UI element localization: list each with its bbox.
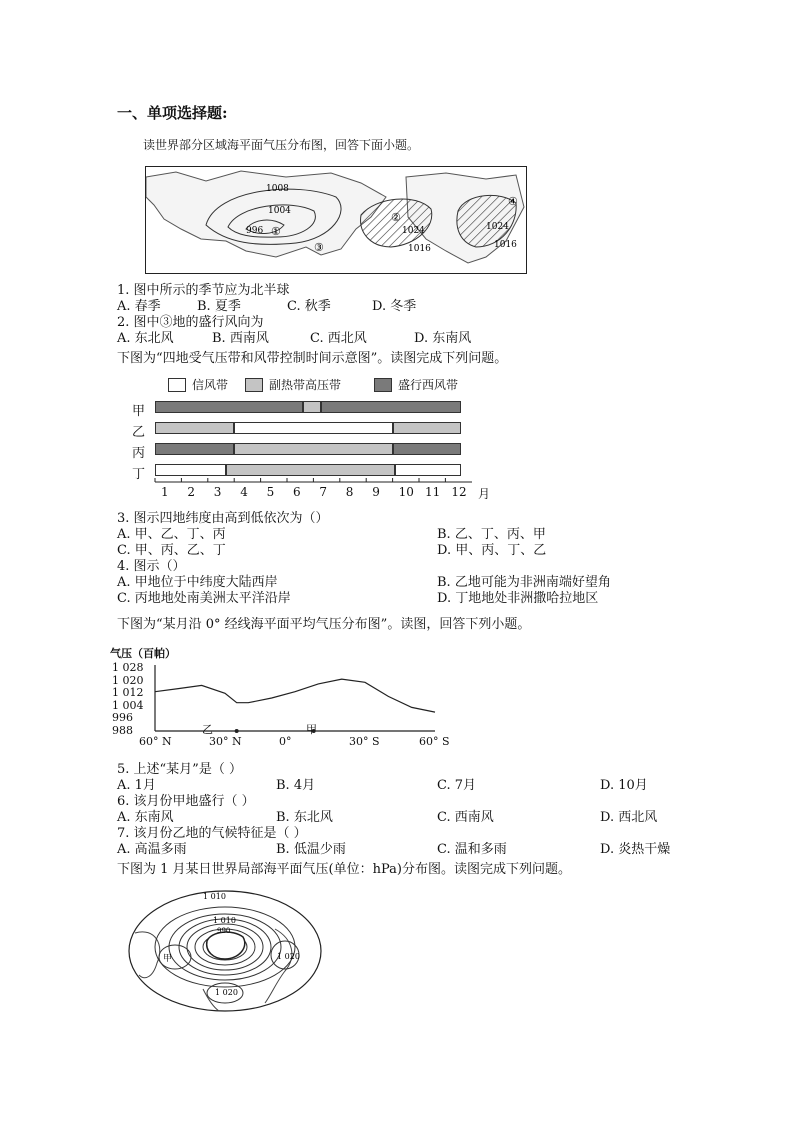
pressure-map-2-svg (125, 885, 325, 1015)
ytick-3: 1 004 (112, 698, 144, 712)
pressure-plot-svg (110, 645, 450, 750)
q1-option-a[interactable]: A. 春季 (117, 299, 161, 314)
point-label-jia: 甲 (306, 723, 317, 736)
q1-stem: 1. 图中所示的季节应为北半球 (117, 283, 290, 298)
map1-marker-1: ① (271, 225, 281, 238)
intro-4: 下图为 1 月某日世界局部海平面气压(单位：hPa)分布图。读图完成下列问题。 (117, 862, 571, 877)
intro-2: 下图为“四地受气压带和风带控制时间示意图”。读图完成下列问题。 (117, 351, 508, 366)
month-label-9: 9 (372, 485, 380, 499)
map1-label-1004: 1004 (268, 206, 291, 216)
q2-stem: 2. 图中③地的盛行风向为 (117, 315, 264, 330)
q4-stem: 4. 图示（） (117, 559, 186, 574)
q4-option-c[interactable]: C. 丙地地处南美洲太平洋沿岸 (117, 591, 291, 606)
q7-option-d[interactable]: D. 炎热干燥 (600, 842, 671, 857)
pressure-map-1-svg (146, 167, 526, 273)
map2-label-1010a: 1 010 (203, 892, 226, 901)
map1-label-996: 996 (246, 226, 264, 236)
map2-label-1020a: 1 020 (277, 952, 300, 961)
q1-option-c[interactable]: C. 秋季 (287, 299, 331, 314)
row-label-ding: 丁 (132, 467, 146, 482)
q1-option-b[interactable]: B. 夏季 (197, 299, 241, 314)
q2-option-d[interactable]: D. 东南风 (414, 331, 472, 346)
ytick-2: 1 012 (112, 686, 144, 700)
point-dot-yi (235, 729, 239, 733)
map1-label-1008: 1008 (266, 184, 289, 194)
month-label-2: 2 (187, 485, 196, 499)
q7-option-c[interactable]: C. 温和多雨 (437, 842, 507, 857)
ytick-1: 1 020 (112, 673, 144, 687)
pressure-line-chart (110, 645, 450, 750)
month-label-1: 1 (161, 485, 169, 499)
map2-label-jia: 甲 (163, 954, 173, 964)
pressure-ylabel: 气压（百帕） (110, 647, 176, 660)
q6-option-a[interactable]: A. 东南风 (117, 810, 174, 825)
month-label-10: 10 (398, 485, 414, 499)
pressure-map-2 (125, 885, 325, 1015)
map1-marker-2: ② (391, 211, 401, 224)
q6-stem: 6. 该月份甲地盛行（ ） (117, 794, 255, 809)
month-label-3: 3 (213, 485, 222, 499)
intro-3: 下图为“某月沿 0° 经线海平面平均气压分布图”。读图，回答下列小题。 (117, 617, 531, 632)
q3-option-b[interactable]: B. 乙、丁、丙、甲 (437, 527, 546, 542)
row-label-jia: 甲 (132, 404, 146, 419)
map1-marker-4: ④ (508, 195, 518, 208)
map1-label-1016a: 1016 (408, 244, 431, 254)
q3-option-d[interactable]: D. 甲、丙、丁、乙 (437, 543, 547, 558)
q3-option-a[interactable]: A. 甲、乙、丁、丙 (117, 527, 226, 542)
q4-option-d[interactable]: D. 丁地地处非洲撒哈拉地区 (437, 591, 599, 606)
q2-option-a[interactable]: A. 东北风 (117, 331, 174, 346)
xtick-0: 60° N (139, 735, 172, 748)
q6-option-c[interactable]: C. 西南风 (437, 810, 494, 825)
pressure-map-1 (145, 166, 527, 274)
xtick-4: 60° S (419, 735, 450, 748)
month-unit: 月 (478, 487, 491, 501)
row-label-yi: 乙 (132, 425, 146, 440)
q2-option-b[interactable]: B. 西南风 (212, 331, 269, 346)
xtick-1: 30° N (209, 735, 242, 748)
month-label-5: 5 (266, 485, 275, 499)
map1-label-1024b: 1024 (486, 222, 509, 232)
q6-option-b[interactable]: B. 东北风 (276, 810, 333, 825)
map2-label-990: 990 (217, 927, 231, 935)
q5-option-b[interactable]: B. 4月 (276, 778, 316, 793)
xtick-2: 0° (279, 735, 292, 748)
q3-stem: 3. 图示四地纬度由高到低依次为（） (117, 511, 329, 526)
month-label-8: 8 (345, 485, 354, 499)
month-label-12: 12 (451, 485, 467, 499)
pressure-series-line (155, 679, 435, 712)
row-label-bing: 丙 (132, 446, 146, 461)
point-label-yi: 乙 (202, 723, 213, 736)
map1-label-1024a: 1024 (402, 226, 425, 236)
wind-belt-chart (130, 370, 490, 505)
q3-option-c[interactable]: C. 甲、丙、乙、丁 (117, 543, 226, 558)
month-label-11: 11 (425, 485, 441, 499)
q5-option-d[interactable]: D. 10月 (600, 778, 648, 793)
q5-stem: 5. 上述“某月”是（ ） (117, 762, 242, 777)
map1-label-1016b: 1016 (494, 240, 517, 250)
legend-label-trade: 信风带 (192, 378, 229, 392)
month-label-4: 4 (240, 485, 248, 499)
q7-option-a[interactable]: A. 高温多雨 (117, 842, 187, 857)
month-label-6: 6 (293, 485, 301, 499)
intro-1: 读世界部分区域海平面气压分布图，回答下面小题。 (143, 138, 420, 152)
q7-stem: 7. 该月份乙地的气候特征是（ ） (117, 826, 307, 841)
xtick-3: 30° S (349, 735, 380, 748)
map2-label-1020b: 1 020 (215, 988, 238, 997)
month-label-7: 7 (319, 485, 328, 499)
map1-marker-3: ③ (314, 241, 324, 254)
q4-option-a[interactable]: A. 甲地位于中纬度大陆西岸 (117, 575, 278, 590)
legend-label-westerlies: 盛行西风带 (398, 378, 459, 392)
q4-option-b[interactable]: B. 乙地可能为非洲南端好望角 (437, 575, 611, 590)
map2-label-1010b: 1 010 (213, 916, 236, 925)
q5-option-a[interactable]: A. 1月 (117, 778, 156, 793)
q1-option-d[interactable]: D. 冬季 (372, 299, 417, 314)
ytick-0: 1 028 (112, 661, 144, 675)
ytick-4: 996 (112, 711, 133, 725)
section-heading: 一、单项选择题: (117, 104, 228, 122)
q5-option-c[interactable]: C. 7月 (437, 778, 477, 793)
q2-option-c[interactable]: C. 西北风 (310, 331, 367, 346)
legend-label-subtropical: 副热带高压带 (269, 378, 342, 392)
q7-option-b[interactable]: B. 低温少雨 (276, 842, 346, 857)
q6-option-d[interactable]: D. 西北风 (600, 810, 658, 825)
ytick-5: 988 (112, 724, 133, 737)
